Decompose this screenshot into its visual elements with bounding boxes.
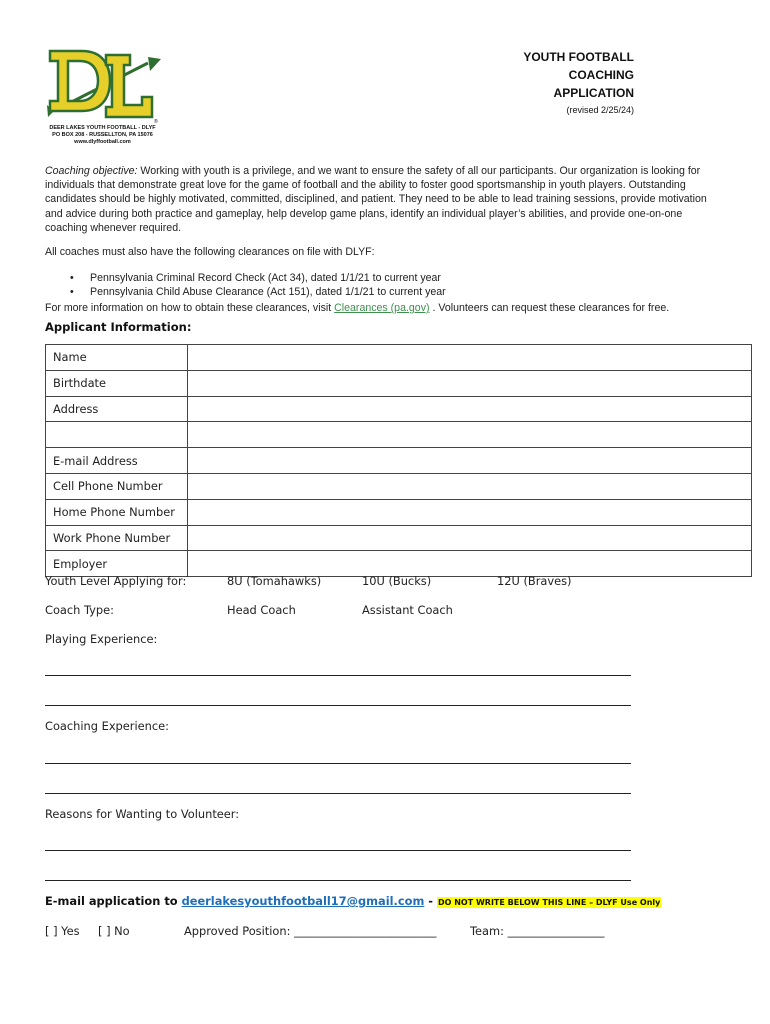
field-label: Home Phone Number [46, 499, 188, 525]
clearances-list [70, 271, 446, 299]
coaching-experience-label: Coaching Experience: [45, 719, 169, 733]
playing-experience-line[interactable] [45, 675, 631, 676]
clearance-item: • Pennsylvania Criminal Record Check (Act 34), dated 1/1/21 to current year [70, 271, 446, 285]
employer-field[interactable] [188, 551, 752, 577]
no-checkbox[interactable]: [ ] No [98, 924, 130, 938]
address-line2-field[interactable] [188, 422, 752, 448]
applicant-table [45, 344, 752, 577]
objective-label: Coaching objective: [45, 165, 138, 177]
logo-caption [44, 125, 161, 146]
team-field[interactable]: Team: _________________ [470, 924, 605, 938]
table-row [46, 448, 752, 474]
dlyf-logo [44, 45, 161, 147]
playing-experience-line[interactable] [45, 705, 631, 706]
info-text: For more information on how to obtain these clearances, visit [45, 302, 335, 314]
table-row [46, 345, 752, 371]
option-12u[interactable]: 12U (Braves) [497, 574, 572, 588]
table-row [46, 422, 752, 448]
table-row [46, 525, 752, 551]
field-label: Employer [46, 551, 188, 577]
reasons-line[interactable] [45, 850, 631, 851]
name-field[interactable] [188, 345, 752, 371]
svg-text:®: ® [154, 119, 158, 125]
option-assistant-coach[interactable]: Assistant Coach [362, 603, 453, 617]
birthdate-field[interactable] [188, 370, 752, 396]
field-label: Name [46, 345, 188, 371]
dash: - [424, 894, 437, 908]
document-title [523, 48, 634, 118]
email-prefix: E-mail application to [45, 894, 182, 908]
coach-type-label: Coach Type: [45, 603, 115, 617]
reasons-line[interactable] [45, 880, 631, 881]
field-label: Birthdate [46, 370, 188, 396]
applicant-info-title: Applicant Information: [45, 320, 192, 334]
office-use-warning: DO NOT WRITE BELOW THIS LINE – DLYF Use Only [438, 898, 661, 907]
clearances-info [45, 301, 725, 315]
coaching-objective [45, 164, 725, 235]
clearances-intro: All coaches must also have the following clearances on file with DLYF: [45, 246, 375, 258]
email-instruction [45, 894, 661, 908]
clearance-item: • Pennsylvania Child Abuse Clearance (Act 151), dated 1/1/21 to current year [70, 285, 446, 299]
home-phone-field[interactable] [188, 499, 752, 525]
logo-caption-line: PO BOX 208 - RUSSELLTON, PA 15076 [52, 132, 153, 138]
table-row [46, 551, 752, 577]
clearances-link[interactable]: Clearances (pa.gov) [334, 302, 430, 314]
title-line: APPLICATION [553, 86, 634, 100]
field-label [46, 422, 188, 448]
coaching-experience-line[interactable] [45, 793, 631, 794]
field-label: Work Phone Number [46, 525, 188, 551]
logo-graphic [44, 45, 161, 125]
email-link[interactable]: deerlakesyouthfootball17@gmail.com [181, 894, 425, 908]
option-10u[interactable]: 10U (Bucks) [362, 574, 432, 588]
info-text-after: . Volunteers can request these clearances for free. [429, 302, 670, 314]
cell-phone-field[interactable] [188, 473, 752, 499]
logo-caption-line: DEER LAKES YOUTH FOOTBALL - DLYF [49, 125, 156, 131]
email-field[interactable] [188, 448, 752, 474]
table-row [46, 499, 752, 525]
option-8u[interactable]: 8U (Tomahawks) [227, 574, 322, 588]
reasons-label: Reasons for Wanting to Volunteer: [45, 807, 240, 821]
table-row [46, 396, 752, 422]
approved-position-field[interactable]: Approved Position: _________________________ [184, 924, 437, 938]
table-row [46, 370, 752, 396]
address-field[interactable] [188, 396, 752, 422]
coaching-experience-line[interactable] [45, 763, 631, 764]
field-label: Cell Phone Number [46, 473, 188, 499]
table-row [46, 473, 752, 499]
objective-text: Working with youth is a privilege, and we want to ensure the safety of all our participants. Our organization is looking for individuals that demonstrate great love for the game of football and the ability to foster good sportsmanship in youth players. Outstanding candidates should be highly motivated, committed, disciplined, and patient. They need to be able to lead training sessions, provide motivation and advice during both practice and gameplay, help develop game plans, identify an individual player’s abilities, and provide one-on-one coaching whenever required. [45, 165, 707, 234]
field-label: E-mail Address [46, 448, 188, 474]
logo-caption-line: www.dlyffootball.com [74, 139, 131, 145]
yes-checkbox[interactable]: [ ] Yes [45, 924, 80, 938]
playing-experience-label: Playing Experience: [45, 632, 158, 646]
title-line: COACHING [568, 68, 634, 82]
option-head-coach[interactable]: Head Coach [227, 603, 296, 617]
revision-date: (revised 2/25/24) [566, 105, 634, 115]
work-phone-field[interactable] [188, 525, 752, 551]
youth-level-label: Youth Level Applying for: [45, 574, 187, 588]
title-line: YOUTH FOOTBALL [523, 50, 634, 64]
field-label: Address [46, 396, 188, 422]
